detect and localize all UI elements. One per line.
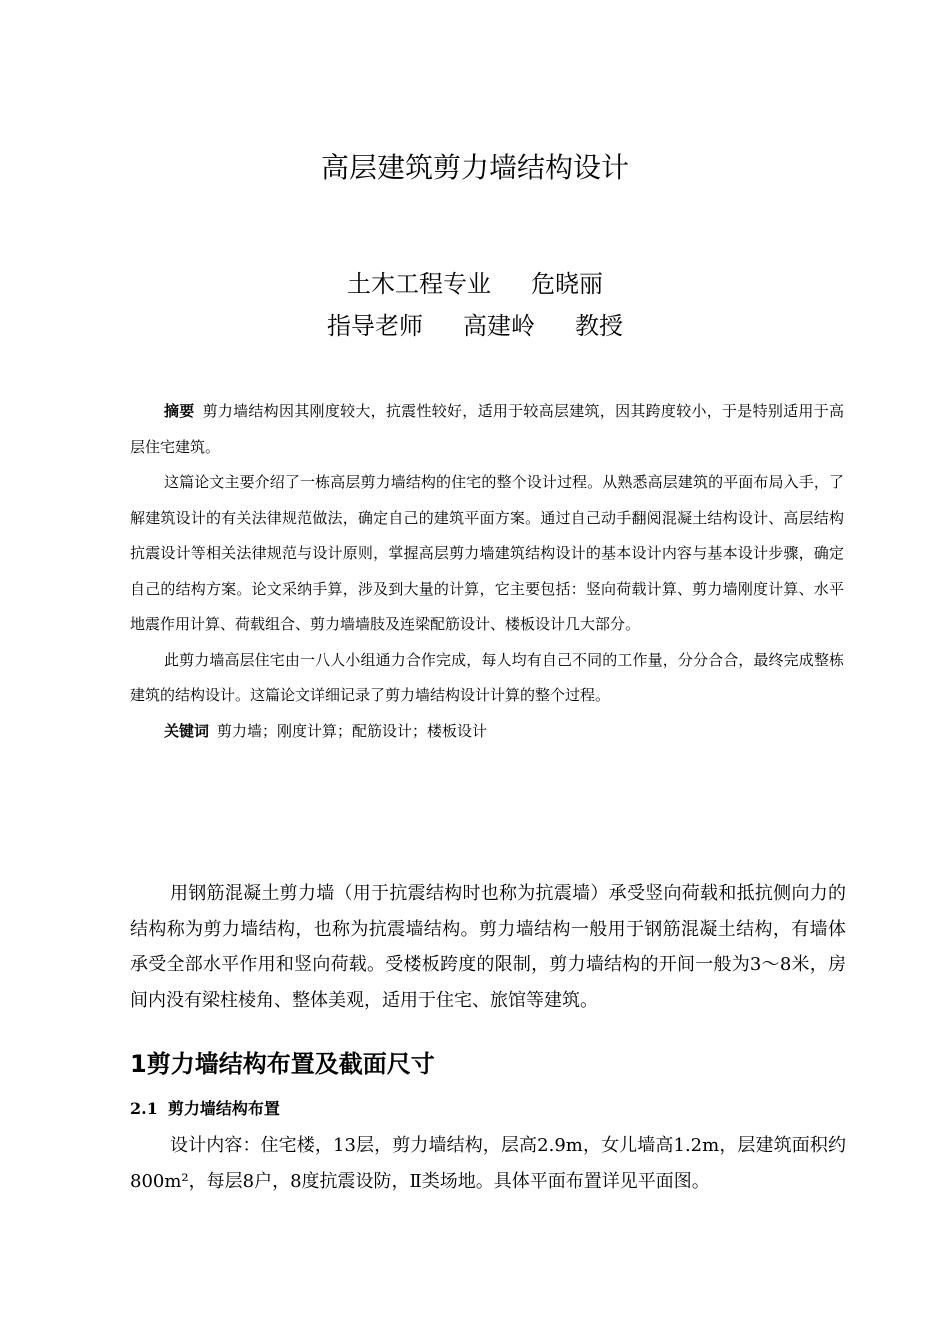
abstract-label: 摘要 — [164, 402, 195, 420]
abstract-text-1: 剪力墙结构因其刚度较大，抗震性较好，适用于较高层建筑，因其跨度较小，于是特别适用于高层住宅建筑。 — [130, 402, 844, 456]
keywords-line — [130, 714, 844, 750]
intro-paragraph: 用钢筋混凝土剪力墙（用于抗震结构时也称为抗震墙）承受竖向荷载和抵抗侧向力的结构称为剪力墙结构，也称为抗震墙结构。剪力墙结构一般用于钢筋混凝土结构，有墙体承受全部水平作用和竖向荷载。受楼板跨度的限制，剪力墙结构的开间一般为3～8米，房间内没有梁柱棱角、整体美观，适用于住宅、旅馆等建筑。 — [130, 883, 846, 1011]
author-line — [0, 264, 950, 299]
section-number: 2.1 — [130, 1099, 158, 1118]
section-title: 剪力墙结构布置 — [167, 1099, 280, 1118]
advisor-line — [0, 306, 950, 341]
document-title: 高层建筑剪力墙结构设计 — [320, 151, 629, 184]
section-2-1-paragraph: 设计内容：住宅楼，13层，剪力墙结构，层高2.9m，女儿墙高1.2m，层建筑面积约800m²，每层8户，8度抗震设防，Ⅱ类场地。具体平面布置详见平面图。 — [130, 1135, 846, 1192]
author-major: 土木工程专业 — [347, 270, 491, 298]
keywords-text: 剪力墙；刚度计算；配筋设计；楼板设计 — [217, 721, 488, 740]
keywords-label: 关键词 — [164, 721, 210, 740]
abstract-paragraph-3: 此剪力墙高层住宅由一八人小组通力合作完成，每人均有自己不同的工作量，分分合合，最终完成整栋建筑的结构设计。这篇论文详细记录了剪力墙结构设计计算的整个过程。 — [130, 650, 844, 704]
advisor-title: 教授 — [575, 312, 623, 340]
section-1-heading: 1剪力墙结构布置及截面尺寸 — [130, 1050, 435, 1078]
abstract-paragraph-2: 这篇论文主要介绍了一栋高层剪力墙结构的住宅的整个设计过程。从熟悉高层建筑的平面布局入手，了解建筑设计的有关法律规范做法，确定自己的建筑平面方案。通过自己动手翻阅混凝土结构设计、高层结构抗震设计等相关法律规范与设计原则，掌握高层剪力墙建筑结构设计的基本设计内容与基本设计步骤，确定自己的结构方案。论文采纳手算，涉及到大量的计算，它主要包括：竖向荷载计算、剪力墙刚度计算、水平地震作用计算、荷载组合、剪力墙墙肢及连梁配筋设计、楼板设计几大部分。 — [130, 473, 844, 633]
advisor-name: 高建岭 — [463, 312, 535, 340]
section-2-1-heading — [130, 1096, 280, 1119]
abstract-section — [130, 394, 844, 749]
advisor-label: 指导老师 — [327, 312, 423, 340]
author-name: 危晓丽 — [531, 270, 603, 298]
abstract-paragraph-1 — [130, 394, 844, 465]
